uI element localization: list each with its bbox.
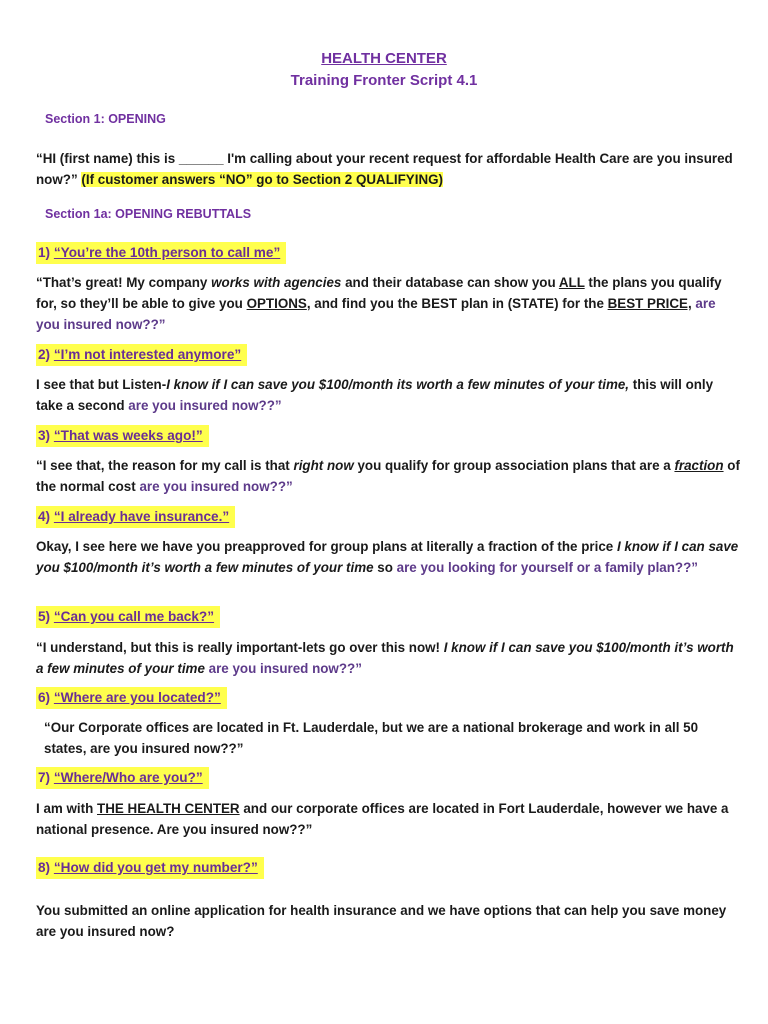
rebuttal-3-answer-part: you qualify for group association plans that are a — [353, 458, 675, 473]
rebuttal-8-objection: “How did you get my number?” — [53, 860, 258, 875]
rebuttal-1-answer-emphasis: works with agencies — [211, 275, 342, 290]
rebuttal-5-answer-part: “I understand, but this is really important-lets go over this now! — [36, 640, 444, 655]
section-1-heading: Section 1: OPENING — [45, 112, 166, 126]
rebuttal-2-number: 2) — [38, 347, 51, 362]
rebuttal-5-answer-close: are you insured now??” — [204, 661, 362, 676]
rebuttal-3-answer-emphasis: right now — [293, 458, 354, 473]
rebuttal-4-answer-close: are you looking for yourself or a family plan??” — [396, 560, 698, 575]
rebuttal-8-answer-part: You submitted an online application for health insurance and we have options that can help you save money are you insured now? — [36, 903, 727, 939]
rebuttal-3-number: 3) — [38, 428, 51, 443]
rebuttal-7-answer-part: I am with — [36, 801, 98, 816]
rebuttal-5-objection: “Can you call me back?” — [53, 609, 215, 624]
rebuttal-3-answer — [36, 455, 740, 497]
rebuttal-2-answer-emphasis: I know if I can save you $100/month its worth a few minutes of your time, — [166, 377, 630, 392]
rebuttal-3-answer-fraction: fraction — [674, 458, 724, 473]
rebuttal-5-number: 5) — [38, 609, 51, 624]
rebuttal-1-answer-all: ALL — [558, 275, 585, 290]
rebuttal-1-answer-part: “That’s great! My company — [36, 275, 212, 290]
rebuttal-2-answer-part: I see that but Listen- — [36, 377, 167, 392]
document-title: HEALTH CENTER — [321, 50, 447, 67]
rebuttal-1-objection: “You’re the 10th person to call me” — [53, 245, 281, 260]
rebuttal-6-question — [36, 687, 227, 709]
rebuttal-5-question — [36, 606, 220, 628]
section-1-opening-text — [36, 148, 740, 190]
document-subtitle: Training Fronter Script 4.1 — [290, 72, 478, 89]
rebuttal-4-number: 4) — [38, 509, 51, 524]
rebuttal-3-answer-part: of the normal cost — [36, 458, 740, 494]
rebuttal-1-answer-close: are you insured now??” — [36, 296, 716, 332]
rebuttal-4-answer-part: Okay, I see here we have you preapproved for group plans at literally a fraction of the price — [36, 539, 617, 554]
rebuttal-2-objection: “I’m not interested anymore” — [53, 347, 242, 362]
opening-note: (If customer answers “NO” go to Section 2 QUALIFYING) — [81, 172, 443, 187]
rebuttal-8-answer — [36, 900, 740, 942]
rebuttal-7-answer — [36, 798, 740, 840]
rebuttal-1-answer-best-price: BEST PRICE, — [607, 296, 692, 311]
rebuttal-1-answer-part: and their database can show you — [341, 275, 559, 290]
rebuttal-3-objection: “That was weeks ago!” — [53, 428, 203, 443]
rebuttal-5-answer-emphasis: I know if I can save you $100/month it’s worth a few minutes of your time — [36, 640, 734, 676]
rebuttal-3-answer-part: “I see that, the reason for my call is that — [36, 458, 294, 473]
rebuttal-6-number: 6) — [38, 690, 51, 705]
rebuttal-3-answer-close: are you insured now??” — [139, 479, 293, 494]
rebuttal-6-answer-part: “Our Corporate offices are located in Ft. Lauderdale, but we are a national brokerage and work in all 50 states, are you insured now??” — [44, 720, 699, 756]
rebuttal-4-answer — [36, 536, 740, 578]
rebuttal-1-answer-options: OPTIONS — [246, 296, 307, 311]
rebuttal-8-number: 8) — [38, 860, 51, 875]
rebuttal-2-question — [36, 344, 247, 366]
rebuttal-3-question — [36, 425, 209, 447]
rebuttal-6-answer — [44, 717, 734, 759]
rebuttal-2-answer-close: are you insured now??” — [128, 398, 282, 413]
rebuttal-1-number: 1) — [38, 245, 51, 260]
opening-line: “HI (first name) this is ______ I'm calling about your recent request for affordable Health Care are you insured now?” — [36, 151, 733, 187]
rebuttal-8-question — [36, 857, 264, 879]
rebuttal-2-answer-part: this will only take a second — [36, 377, 714, 413]
rebuttal-4-objection: “I already have insurance.” — [53, 509, 230, 524]
rebuttal-4-question — [36, 506, 235, 528]
rebuttal-1-question — [36, 242, 286, 264]
rebuttal-4-answer-emphasis: I know if I can save you $100/month it’s worth a few minutes of your time — [36, 539, 739, 575]
rebuttal-7-objection: “Where/Who are you?” — [53, 770, 203, 785]
rebuttal-7-number: 7) — [38, 770, 51, 785]
rebuttal-7-answer-part: and our corporate offices are located in Fort Lauderdale, however we have a national presence. Are you insured now??” — [36, 801, 729, 837]
rebuttal-6-objection: “Where are you located?” — [53, 690, 221, 705]
rebuttal-5-answer — [36, 637, 740, 679]
rebuttal-2-answer — [36, 374, 740, 416]
rebuttal-1-answer-part: , and find you the BEST plan in (STATE) for the — [306, 296, 608, 311]
rebuttal-7-question — [36, 767, 209, 789]
section-1a-heading: Section 1a: OPENING REBUTTALS — [45, 207, 252, 221]
rebuttal-4-answer-part: so — [373, 560, 397, 575]
rebuttal-7-answer-company: THE HEALTH CENTER — [97, 801, 240, 816]
rebuttal-1-answer — [36, 272, 740, 335]
rebuttal-1-answer-part: the plans you qualify for, so they’ll be able to give you — [36, 275, 722, 311]
